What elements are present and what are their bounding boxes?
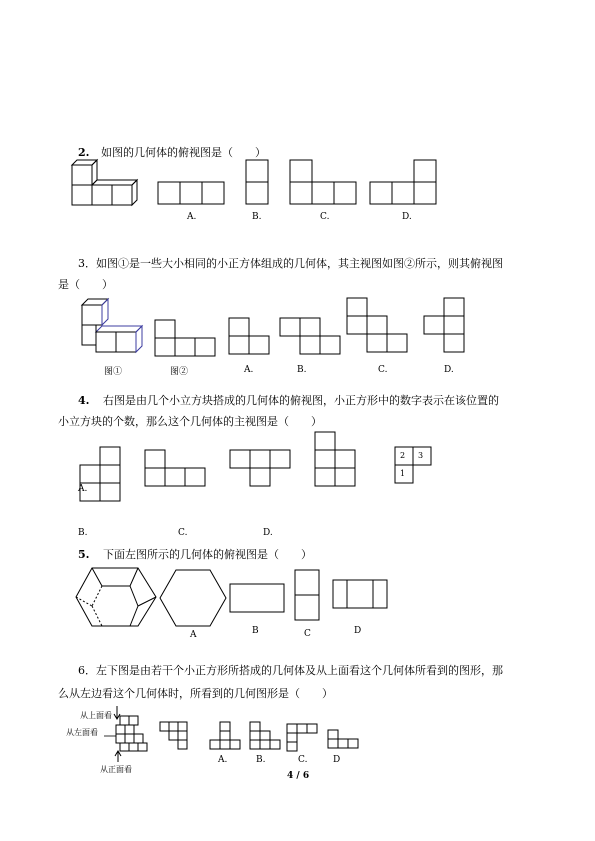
q4-option-c-figure — [230, 450, 294, 490]
q6-option-c-label: C. — [298, 755, 308, 765]
q4-option-a-label: A. — [78, 484, 88, 494]
q3-option-b-label: B. — [297, 365, 307, 375]
q5-option-b-figure — [230, 584, 286, 614]
q2-option-d-figure — [370, 160, 438, 206]
q2-option-c-label: C. — [320, 212, 330, 222]
grid-cell-number: 2 — [400, 451, 406, 460]
question-3-line-1 — [78, 257, 503, 271]
question-5 — [78, 548, 312, 562]
q6-top-view-figure — [160, 722, 190, 750]
view-label-front: 从正面看 — [100, 765, 132, 774]
q6-option-c-figure — [287, 724, 321, 752]
question-text: 左下图是由若干个小正方形所搭成的几何体及从上面看这个几何体所看到的图形，那 — [96, 664, 503, 677]
q3-figure-2-label: 图② — [170, 367, 189, 377]
q5-option-b-label: B — [252, 626, 259, 636]
view-label-top: 从上面看 — [80, 711, 112, 720]
page-number: 4 / 6 — [287, 771, 310, 781]
q5-option-c-label: C — [304, 629, 311, 639]
question-number: 6． — [78, 664, 96, 677]
q3-option-a-label: A. — [244, 365, 254, 375]
q5-option-a-label: A — [190, 630, 197, 640]
q4-option-b-label: B. — [78, 528, 88, 538]
q4-option-c-label: C. — [178, 528, 188, 538]
question-3-line-2: 是（ ） — [58, 278, 113, 291]
q5-option-a-figure — [160, 570, 226, 626]
question-number: 4. — [78, 394, 90, 407]
question-2 — [78, 146, 266, 160]
grid-cell-number: 3 — [418, 451, 424, 460]
q4-top-view-grid — [395, 447, 435, 485]
q3-figure-2-front-view — [155, 320, 217, 360]
question-4-line-2: 小立方块的个数，那么这个几何体的主视图是（ ） — [58, 415, 322, 428]
q4-option-b-figure — [145, 450, 209, 490]
q4-option-a-figure — [80, 447, 124, 507]
question-text: 右图是由几个小立方块搭成的几何体的俯视图，小正方形中的数字表示在该位置的 — [102, 394, 499, 407]
q2-option-d-label: D. — [402, 212, 412, 222]
q3-option-c-label: C. — [378, 365, 388, 375]
q3-figure-1-solid — [80, 298, 152, 358]
question-6-line-1 — [78, 664, 503, 678]
q2-option-b-label: B. — [252, 212, 262, 222]
grid-cell-number: 1 — [400, 469, 406, 478]
question-number: 3． — [78, 257, 96, 270]
q6-option-b-label: B. — [256, 755, 266, 765]
view-label-left: 从左面看 — [66, 728, 98, 737]
q3-option-b-figure — [280, 318, 342, 358]
q2-option-a-figure — [158, 182, 224, 206]
q3-option-d-figure — [424, 298, 468, 358]
q2-option-a-label: A. — [187, 212, 197, 222]
q6-option-d-figure — [328, 730, 362, 752]
q3-option-c-figure — [347, 298, 411, 358]
q6-solid-figure — [104, 706, 158, 764]
question-4-line-1 — [78, 394, 499, 408]
q3-option-a-figure — [229, 318, 273, 358]
q6-option-a-figure — [210, 722, 240, 752]
q3-figure-1-label: 图① — [104, 367, 123, 377]
q2-option-b-figure — [246, 160, 270, 206]
question-text: 如图的几何体的俯视图是（ ） — [100, 146, 266, 159]
question-number: 5. — [78, 548, 90, 561]
q3-option-d-label: D. — [444, 365, 454, 375]
q5-option-d-figure — [333, 580, 389, 610]
q5-hexagonal-prism-figure — [74, 566, 158, 628]
q4-option-d-label: D. — [263, 528, 273, 538]
question-text: 下面左图所示的几何体的俯视图是（ ） — [102, 548, 312, 561]
q2-solid-figure — [70, 160, 140, 210]
q6-option-a-label: A. — [218, 755, 228, 765]
q5-option-c-figure — [295, 570, 321, 622]
question-text: 如图①是一些大小相同的小正方体组成的几何体，其主视图如图②所示，则其俯视图 — [96, 257, 503, 270]
q6-option-b-figure — [250, 722, 280, 752]
q2-option-c-figure — [290, 160, 358, 206]
question-6-line-2: 么从左边看这个几何体时，所看到的几何图形是（ ） — [58, 687, 333, 700]
q4-option-d-figure — [315, 432, 359, 492]
question-number: 2. — [78, 146, 90, 159]
q6-option-d-label: D — [333, 755, 341, 765]
q5-option-d-label: D — [354, 626, 362, 636]
